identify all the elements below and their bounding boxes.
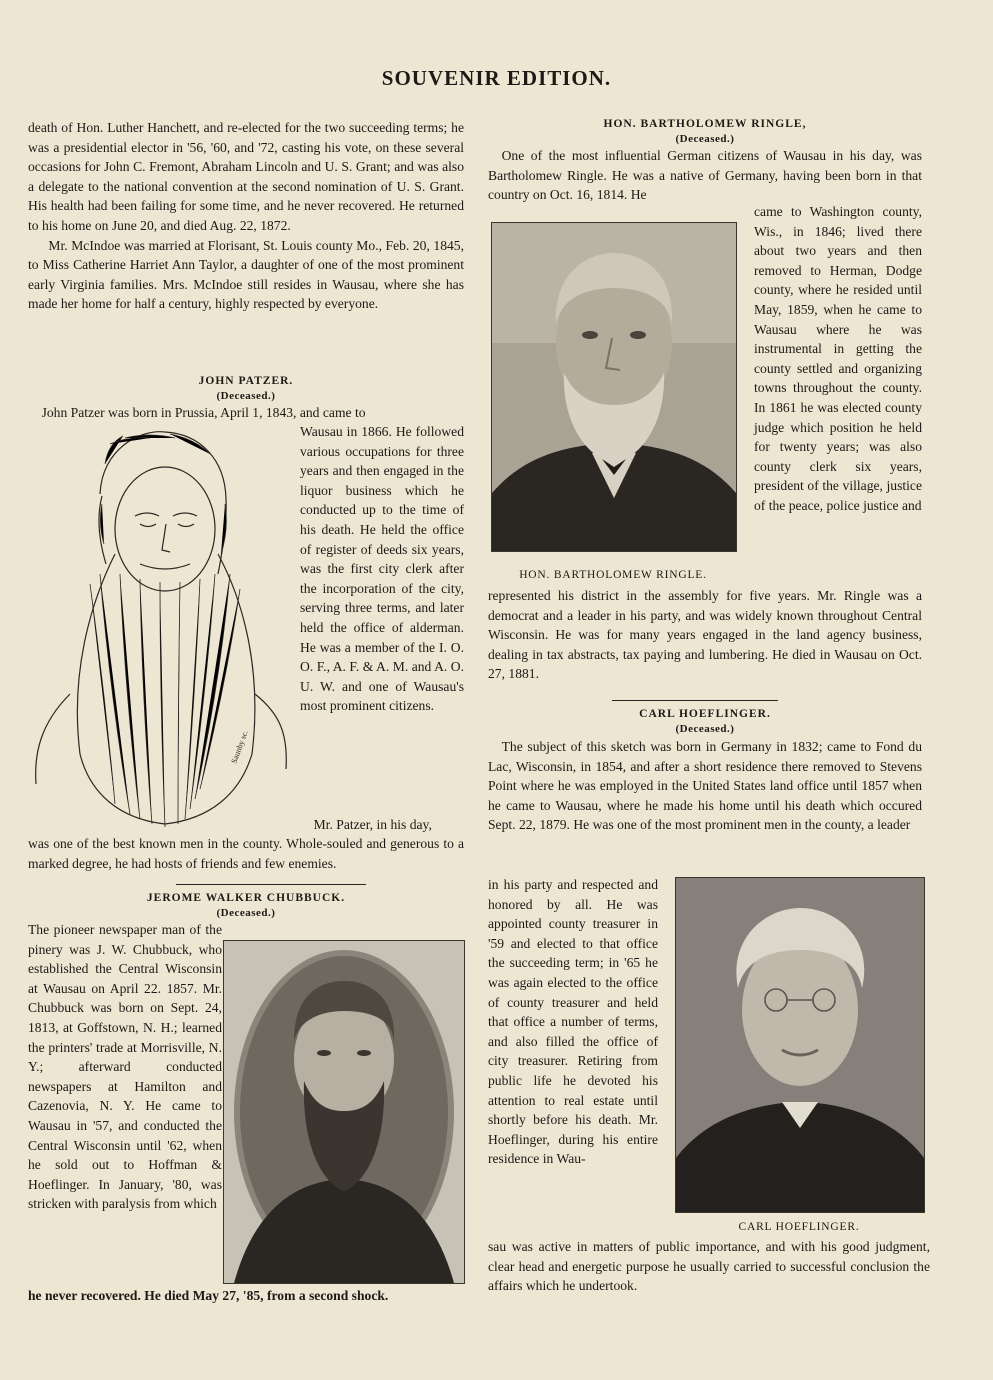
chubbuck-heading: [28, 891, 464, 921]
hoeflinger-caption: CARL HOEFLINGER.: [738, 1221, 860, 1233]
divider-rule: [176, 884, 366, 885]
mcindoe-para-1: death of Hon. Luther Hanchett, and re-elected for the two succeeding terms; he was a presidential elector in '56, '60, and '72, casting his vote, on these several occasions for John C. Fremont, Abraham Lincoln and U. S. Grant; and was also a delegate to the national convention at the second nomination of U. S. Grant. His health had been failing for some time, and he never recovered. He returned to his home on June 20, and died Aug. 22, 1872.: [28, 120, 464, 233]
chubbuck-heading-name: JEROME WALKER CHUBBUCK.: [146, 892, 346, 904]
ringle-intro: One of the most influential German citizens of Wausau in his day, was Bartholomew Ringle. He was a native of Germany, having been born in that country on Oct. 16, 1814. He: [488, 148, 922, 203]
patzer-heading-name: JOHN PATZER.: [198, 375, 294, 387]
patzer-heading: [28, 374, 464, 404]
page-title: SOUVENIR EDITION.: [381, 66, 612, 90]
chubbuck-heading-status: (Deceased.): [216, 907, 276, 919]
chubbuck-beside: The pioneer newspaper man of the pinery was J. W. Chubbuck, who established the Central Wisconsin at Wausau on April 22. 1857. Mr. Chubbuck was born on Sept. 24, 1813, at Goffstown, N. H.; learned the printers' trade at Morrisville, N. Y.; afterward conducted newspapers at Hamilton and Cazenovia, N. Y. He came to Wausau in '57, and conducted the Central Wisconsin until '62, when he sold out to Hoffman & Hoeflinger. In January, '80, was stricken with paralysis from which: [28, 922, 222, 1212]
patzer-tail-indent: Mr. Patzer, in his day,: [313, 817, 432, 832]
ringle-heading-status: (Deceased.): [675, 133, 735, 145]
mcindoe-para-2: Mr. McIndoe was married at Florisant, St. Louis county Mo., Feb. 20, 1845, to Miss Catherine Harriet Ann Taylor, a daughter of one of the most prominent early Virginia families. Mrs. McIndoe still resides in Wausau, where she has made her home for half a century, highly respected by everyone.: [28, 237, 464, 312]
chubbuck-tail: he never recovered. He died May 27, '85, from a second shock.: [28, 1288, 389, 1303]
hoeflinger-beside: in his party and respected and honored by all. He was appointed county treasurer in '59 and elected to that office the succeeding term; in '65 he was again elected to the office of county treasurer and held that office a number of terms, and also filled the office of city treasurer. Retiring from public life he devoted his attention to real estate until shortly before his death. Mr. Hoeflinger, during his entire residence in Wau-: [488, 877, 658, 1167]
ringle-heading: [488, 117, 922, 147]
patzer-heading-status: (Deceased.): [216, 390, 276, 402]
chubbuck-photo: [223, 940, 465, 1284]
patzer-engraving: [30, 424, 292, 832]
ringle-tail: represented his district in the assembly for five years. Mr. Ringle was a democrat and a leader in his party, and was widely known throughout Central Wisconsin. He was for many years engaged in the land agency business, dealing in tax abstracts, tax paying and lumbering. He died in Wausau on Oct. 27, 1881.: [488, 588, 922, 682]
ringle-photo: [491, 222, 737, 552]
patzer-tail: was one of the best known men in the county. Whole-souled and generous to a marked degree, he had hosts of friends and few enemies.: [28, 836, 464, 871]
mcindoe-article: [28, 118, 464, 314]
hoeflinger-tail: sau was active in matters of public importance, and with his good judgment, clear head and energetic purpose he usually carried to successful conclusion the affairs which he undertook.: [488, 1239, 930, 1294]
patzer-intro: John Patzer was born in Prussia, April 1, 1843, and came to: [41, 405, 366, 420]
ringle-heading-name: HON. BARTHOLOMEW RINGLE,: [603, 118, 807, 130]
engraver-signature: Saunby sc.: [229, 729, 250, 765]
ringle-beside: came to Washington county, Wis., in 1846; lived there about two years and then removed to Herman, Dodge county, where he resided until May, 1859, when he came to Wausau where he was instrumental in getting the county settled and organizing towns throughout the county. In 1861 he was elected county judge which position he held for twenty years; was also county clerk six years, president of the village, justice of the peace, police justice and: [754, 204, 922, 513]
divider-rule-right: [612, 700, 778, 701]
ringle-caption: HON. BARTHOLOMEW RINGLE.: [519, 569, 707, 581]
hoeflinger-heading-name: CARL HOEFLINGER.: [639, 708, 771, 720]
hoeflinger-photo: [675, 877, 925, 1213]
hoeflinger-heading-status: (Deceased.): [675, 723, 735, 735]
hoeflinger-heading: [488, 707, 922, 737]
patzer-beside: Wausau in 1866. He followed various occupations for three years and then engaged in the liquor business which he conducted up to the time of his death. He held the office of register of deeds six years, was the first city clerk after the incorporation of the city, serving three terms, and later held the office of alderman. He was a member of the I. O. O. F., A. F. & A. M. and A. O. U. W. and one of Wausau's most prominent citizens.: [300, 424, 464, 714]
hoeflinger-intro: The subject of this sketch was born in Germany in 1832; came to Fond du Lac, Wisconsin, in 1854, and after a short residence there removed to Stevens Point where he was employed in the United States land office until 1857 when he came to Wausau, where he made his home until his death which occured Sept. 22, 1879. He was one of the most prominent men in the county, a leader: [488, 739, 922, 833]
